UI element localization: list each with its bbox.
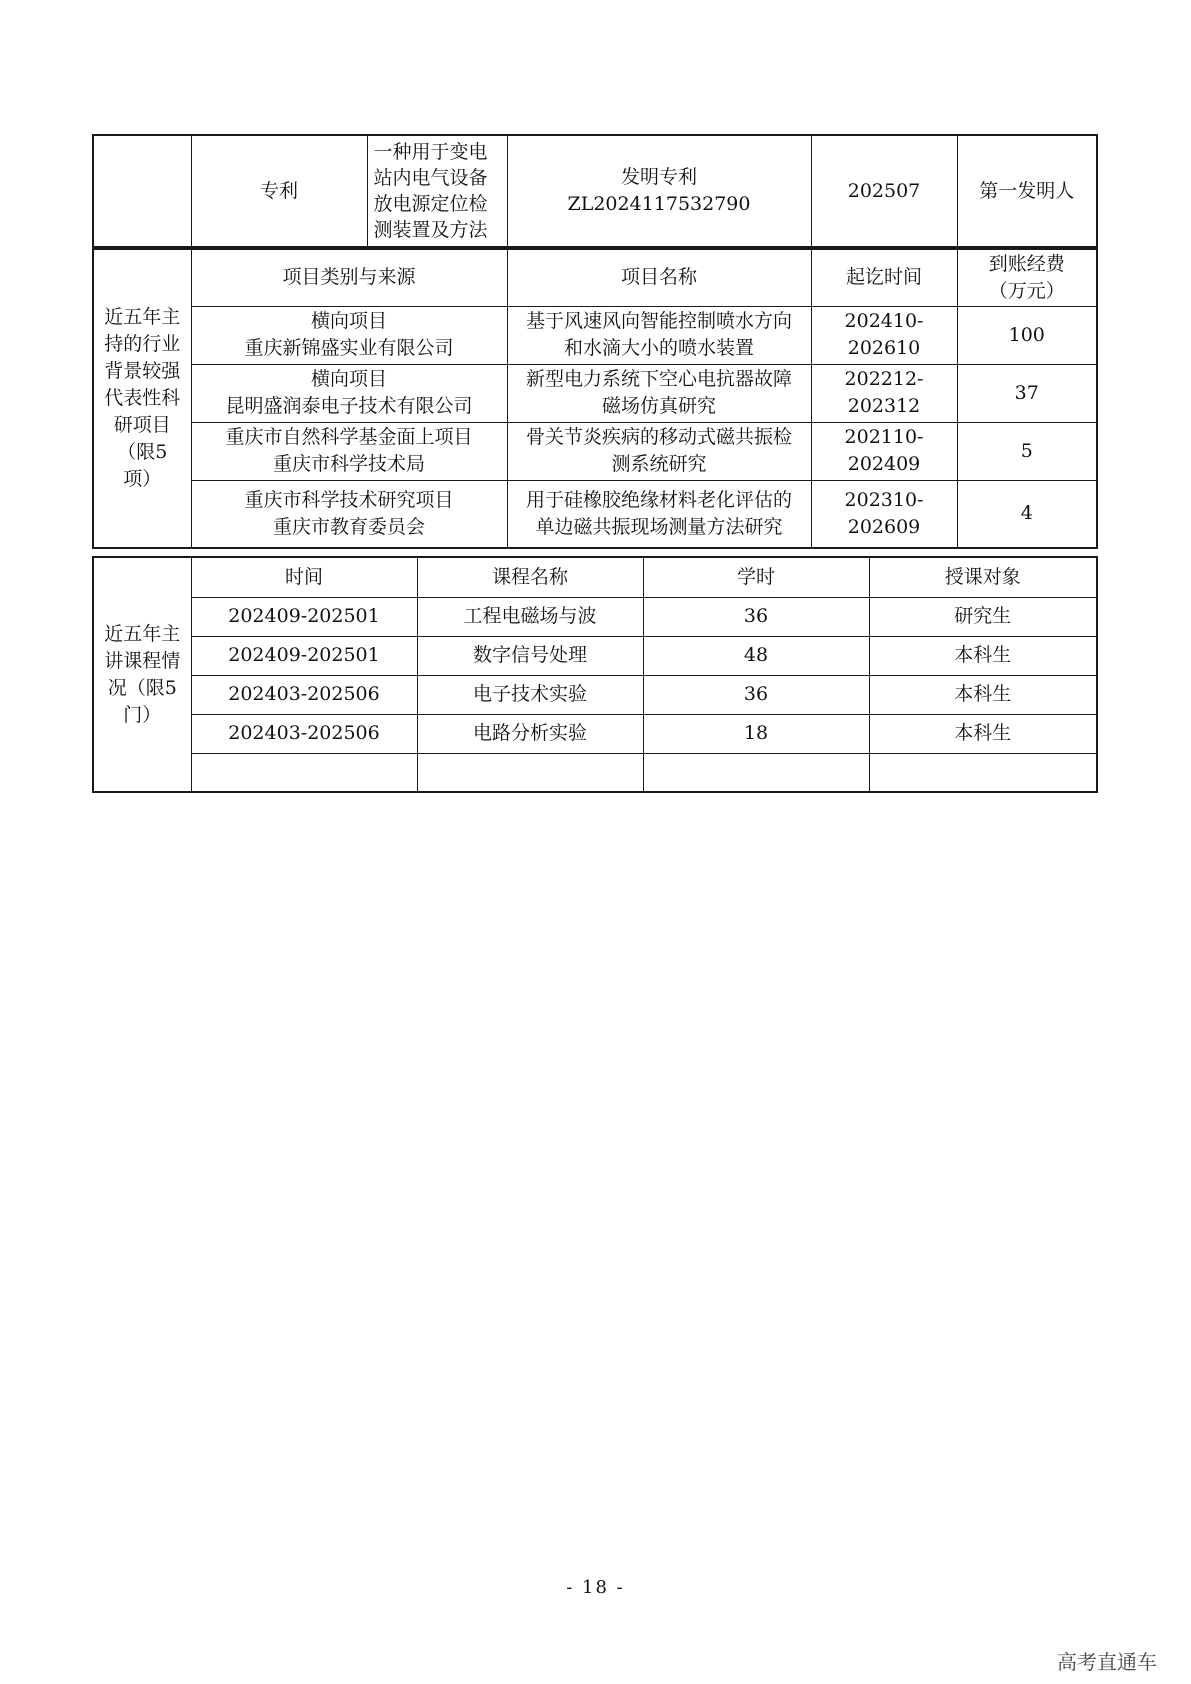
patent-name-line: 站内电气设备 <box>373 167 488 189</box>
patent-name-line: 放电源定位检 <box>373 193 488 215</box>
header-funding-line: 到账经费 <box>988 252 1065 275</box>
project-funding: 37 <box>957 364 1097 422</box>
course-name: 数字信号处理 <box>417 636 643 675</box>
section-label-line: 项） <box>123 468 162 490</box>
header-funding-line: （万元） <box>988 279 1065 302</box>
course-audience: 本科生 <box>869 714 1097 753</box>
project-period: 202212-202312 <box>811 364 957 422</box>
page-number: - 18 - <box>566 1577 625 1598</box>
research-row <box>93 480 1097 548</box>
header-course-name: 课程名称 <box>417 557 643 597</box>
project-name-line: 测系统研究 <box>611 453 707 475</box>
course-time: 202403-202506 <box>191 675 417 714</box>
project-funding: 100 <box>957 306 1097 364</box>
header-category: 项目类别与来源 <box>191 249 507 306</box>
project-name-line: 单边磁共振现场测量方法研究 <box>535 515 783 538</box>
project-source: 重庆市教育委员会 <box>272 515 425 538</box>
section-label-line: 门） <box>123 703 162 726</box>
project-name-line: 磁场仿真研究 <box>601 395 716 417</box>
courses-section-label <box>93 557 191 792</box>
header-period: 起讫时间 <box>811 249 957 306</box>
project-name-line: 用于硅橡胶绝缘材料老化评估的 <box>525 488 792 511</box>
course-hours <box>643 753 869 792</box>
course-name: 工程电磁场与波 <box>417 597 643 636</box>
course-name: 电子技术实验 <box>417 675 643 714</box>
header-hours: 学时 <box>643 557 869 597</box>
project-name <box>507 306 811 364</box>
project-source: 昆明盛润泰电子技术有限公司 <box>225 395 473 417</box>
project-source: 重庆市科学技术局 <box>272 453 425 475</box>
course-row <box>93 675 1097 714</box>
course-audience: 本科生 <box>869 636 1097 675</box>
watermark: 高考直通车 <box>1057 1650 1157 1674</box>
patent-side-cell <box>93 135 191 247</box>
patent-name-line: 测装置及方法 <box>373 219 488 241</box>
course-hours: 36 <box>643 597 869 636</box>
patent-number: ZL2024117532790 <box>567 193 751 215</box>
project-category-source <box>191 422 507 480</box>
project-name-line: 骨关节炎疾病的移动式磁共振检 <box>525 426 792 448</box>
project-funding: 4 <box>957 480 1097 548</box>
section-label-line: 近五年主 <box>104 306 181 328</box>
project-category: 重庆市科学技术研究项目 <box>244 488 454 511</box>
section-label-line: 况（限5 <box>107 676 177 699</box>
research-header-row <box>93 249 1097 306</box>
header-audience: 授课对象 <box>869 557 1097 597</box>
patent-type: 专利 <box>191 135 367 247</box>
course-hours: 18 <box>643 714 869 753</box>
section-label-line: 讲课程情 <box>104 649 181 672</box>
patent-kind: 发明专利 <box>620 166 697 188</box>
research-row <box>93 422 1097 480</box>
research-row <box>93 364 1097 422</box>
section-label-line: 研项目 <box>113 414 171 436</box>
project-category: 重庆市自然科学基金面上项目 <box>225 426 473 448</box>
project-name <box>507 480 811 548</box>
research-row <box>93 306 1097 364</box>
project-category: 横向项目 <box>310 368 387 390</box>
project-name <box>507 422 811 480</box>
project-funding: 5 <box>957 422 1097 480</box>
project-name <box>507 364 811 422</box>
course-time: 202409-202501 <box>191 597 417 636</box>
course-row <box>93 714 1097 753</box>
patent-name <box>367 135 507 247</box>
project-period: 202310-202609 <box>811 480 957 548</box>
header-time: 时间 <box>191 557 417 597</box>
course-time: 202409-202501 <box>191 636 417 675</box>
courses-header-row <box>93 557 1097 597</box>
patent-date: 202507 <box>811 135 957 247</box>
course-audience: 本科生 <box>869 675 1097 714</box>
project-name-line: 基于风速风向智能控制喷水方向 <box>525 310 792 332</box>
section-label-line: 代表性科 <box>104 387 181 409</box>
patent-kind-number <box>507 135 811 247</box>
course-hours: 48 <box>643 636 869 675</box>
project-period: 202410-202610 <box>811 306 957 364</box>
section-label-line: 背景较强 <box>104 360 181 382</box>
project-category-source <box>191 306 507 364</box>
header-funding <box>957 249 1097 306</box>
courses-table <box>92 556 1098 793</box>
course-time <box>191 753 417 792</box>
patent-table <box>92 134 1098 248</box>
course-time: 202403-202506 <box>191 714 417 753</box>
course-row <box>93 636 1097 675</box>
course-hours: 36 <box>643 675 869 714</box>
patent-row <box>93 135 1097 247</box>
project-category-source <box>191 364 507 422</box>
project-name-line: 和水滴大小的喷水装置 <box>563 337 754 359</box>
course-audience <box>869 753 1097 792</box>
section-label-line: （限5 <box>117 441 168 463</box>
section-label-line: 近五年主 <box>104 622 181 645</box>
course-row <box>93 597 1097 636</box>
course-row-empty <box>93 753 1097 792</box>
section-label-line: 持的行业 <box>104 333 181 355</box>
project-name-line: 新型电力系统下空心电抗器故障 <box>525 368 792 390</box>
header-project-name: 项目名称 <box>507 249 811 306</box>
project-category: 横向项目 <box>310 310 387 332</box>
course-name <box>417 753 643 792</box>
patent-role: 第一发明人 <box>957 135 1097 247</box>
research-table <box>92 248 1098 549</box>
research-section-label <box>93 249 191 548</box>
course-name: 电路分析实验 <box>417 714 643 753</box>
project-category-source <box>191 480 507 548</box>
patent-name-line: 一种用于变电 <box>373 141 488 163</box>
project-period: 202110-202409 <box>811 422 957 480</box>
project-source: 重庆新锦盛实业有限公司 <box>244 337 454 359</box>
course-audience: 研究生 <box>869 597 1097 636</box>
